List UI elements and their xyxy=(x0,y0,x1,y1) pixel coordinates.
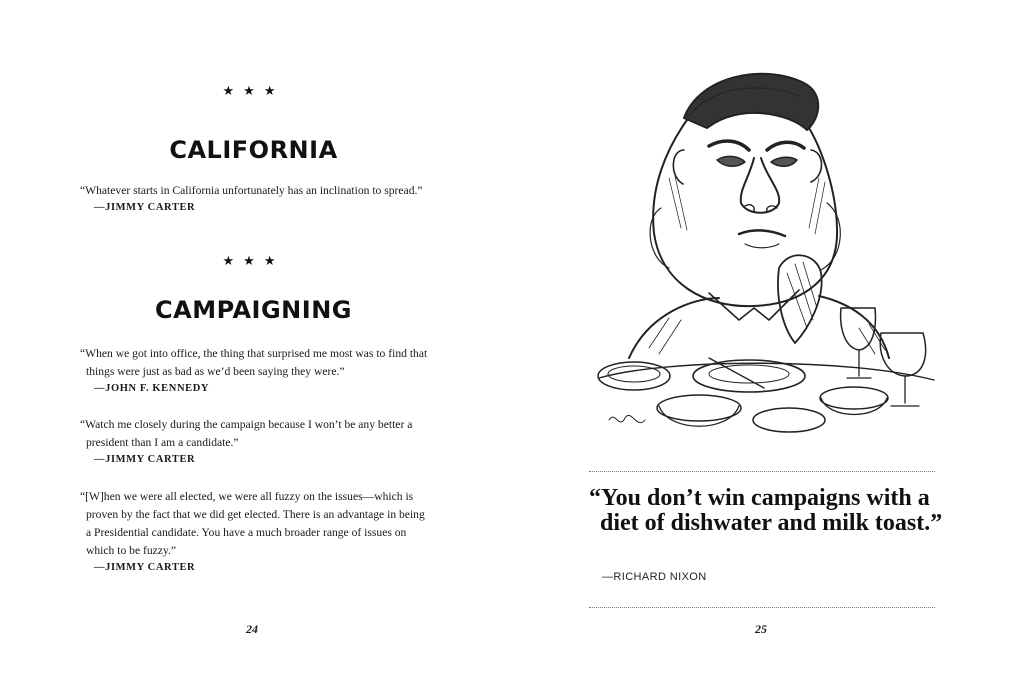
quote-block xyxy=(80,416,432,465)
quote-attribution: —JIMMY CARTER xyxy=(94,454,196,465)
quote-text: “Watch me closely during the campaign because I won’t be any better a president than I am a candidate.” xyxy=(80,418,413,449)
dotted-rule-top xyxy=(589,471,935,472)
quote-attribution: —JOHN F. KENNEDY xyxy=(94,383,210,394)
page-number: 25 xyxy=(755,622,767,636)
quote-attribution: —JIMMY CARTER xyxy=(94,202,196,213)
right-page xyxy=(507,0,1014,692)
caricature-illustration xyxy=(589,58,941,450)
section-divider-stars: ★★★ xyxy=(222,254,285,269)
page-number: 24 xyxy=(246,622,258,636)
quote-attribution: —JIMMY CARTER xyxy=(94,562,196,573)
section-divider-stars: ★★★ xyxy=(222,84,285,99)
quote-block xyxy=(80,345,432,394)
pull-quote-attribution: —RICHARD NIXON xyxy=(602,571,707,583)
quote-block xyxy=(80,182,432,213)
quote-text: “When we got into office, the thing that surprised me most was to find that things were just as bad as we’d been saying they were.” xyxy=(80,347,428,378)
quote-text: “Whatever starts in California unfortunately has an inclination to spread.” xyxy=(80,184,423,197)
quote-text: “[W]hen we were all elected, we were all fuzzy on the issues—which is proven by the fact that we did get elected. There is an advantage in being a Presidential candidate. You have a much broader range of issues on which to be fuzzy.” xyxy=(80,490,425,557)
pull-quote: “You don’t win campaigns with a diet of dishwater and milk toast.” xyxy=(589,485,943,536)
section-heading-campaigning: CAMPAIGNING xyxy=(155,296,352,324)
dotted-rule-bottom xyxy=(589,607,935,608)
quote-block xyxy=(80,488,432,573)
section-heading-california: CALIFORNIA xyxy=(169,136,338,164)
